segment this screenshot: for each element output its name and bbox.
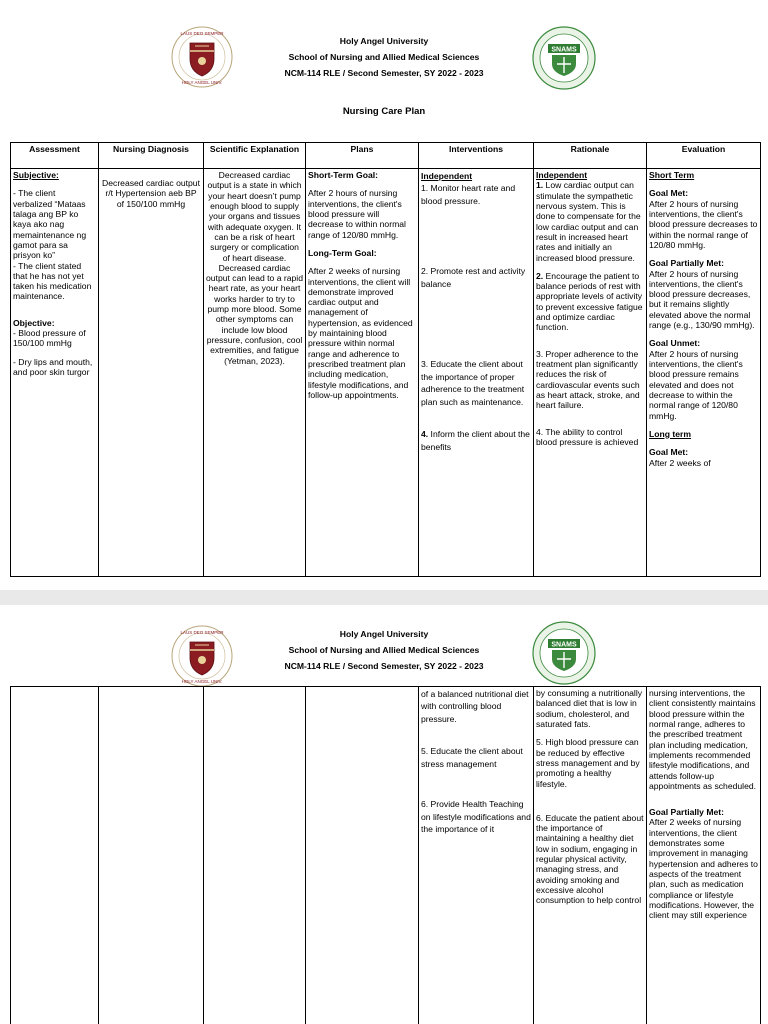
rationale-cell (534, 687, 647, 1024)
nursing-care-plan-table-continued (10, 686, 761, 1024)
table-row (11, 169, 761, 577)
page-header (0, 626, 768, 674)
rationale-item: 4. The ability to control blood pressure is achieved (536, 426, 639, 447)
intervention-item: 5. Educate the client about stress management (421, 746, 523, 769)
goal-met-text: After 2 hours of nursing interventions, the client's blood pressure decreases to within the normal range of 120/80 mmHg. (649, 198, 758, 250)
table-header-row (11, 143, 761, 169)
column-header: Interventions (419, 143, 534, 169)
column-header: Assessment (11, 143, 99, 169)
nursing-care-plan-table (10, 142, 761, 577)
snams-seal-logo (532, 26, 596, 90)
objective-heading: Objective: (13, 317, 55, 328)
column-header: Rationale (534, 143, 647, 169)
explanation-cell (204, 169, 306, 577)
goal-met-heading: Goal Met: (649, 188, 689, 199)
subjective-cue: - The client verbalized “Mataas talaga ang BP ko kaya ako nag memaintenance ng gamot para sa prisyon ko” (13, 188, 87, 261)
university-name: Holy Angel University (339, 629, 429, 639)
rationale-item: 3. Proper adherence to the treatment plan significantly reduces the risk of cardiovascular events such as heart attack, stroke, and heart failure. (536, 348, 640, 411)
assessment-cell (11, 687, 99, 1024)
goal-unmet-heading: Goal Unmet: (649, 338, 701, 349)
svg-text:SNAMS: SNAMS (551, 641, 577, 649)
column-header: Plans (306, 143, 419, 169)
course-line: NCM-114 RLE / Second Semester, SY 2022 - 2023 (284, 68, 484, 78)
intervention-item: 1. Monitor heart rate and blood pressure. (421, 183, 516, 206)
long-term-goal-heading: Long-Term Goal: (308, 247, 377, 258)
explanation-cell (204, 687, 306, 1024)
intervention-item: 3. Educate the client about the importance of proper adherence to the treatment plan such as maintenance. (421, 359, 525, 407)
plans-cell (306, 687, 419, 1024)
goal-partially-met-heading: Goal Partially Met: (649, 807, 724, 818)
goal-partially-met-heading: Goal Partially Met: (649, 258, 724, 269)
short-term-goal-heading: Short-Term Goal: (308, 170, 379, 180)
assessment-cell (11, 169, 99, 577)
course-line: NCM-114 RLE / Second Semester, SY 2022 - 2023 (284, 661, 484, 671)
goal-met-text: nursing interventions, the client consistently maintains blood pressure within the normal range, adheres to the prescribed treatment plan including medication, implements recommended lifestyle modifications, and attends follow-up appointments as scheduled. (649, 688, 757, 791)
subjective-cue: - The client stated that he has not yet taken his medication maintenance. (13, 260, 92, 302)
long-term-evaluation-heading: Long term (649, 428, 692, 439)
intervention-item: 6. Provide Health Teaching on lifestyle modifications and the importance of it (421, 799, 531, 835)
university-name: Holy Angel University (339, 36, 429, 46)
rationale-item: 2. Encourage the patient to balance periods of rest with appropriate levels of activity to prevent excessive fatigue and optimize cardiac function. (536, 270, 643, 333)
nursing-diagnosis: Decreased cardiac output r/t Hypertension aeb BP of 150/100 mmHg (102, 178, 200, 209)
column-header: Evaluation (647, 143, 761, 169)
svg-text:HOLY ANGEL UNIV.: HOLY ANGEL UNIV. (181, 679, 223, 684)
evaluation-cell (647, 169, 761, 577)
snams-seal-logo (532, 621, 596, 685)
short-term-goal: After 2 hours of nursing interventions, the client's blood pressure will decrease to within normal range of 120/80 mmHg. (308, 188, 406, 240)
page-header (0, 33, 768, 81)
rationale-cell (534, 169, 647, 577)
interventions-heading: Independent (421, 171, 473, 181)
goal-partially-met-text: After 2 weeks of nursing interventions, the client demonstrates some improvement in managing hypertension and adheres to aspects of the treatment plan, such as medication compliance or lifestyle modifications. However, the client may still experience (649, 817, 758, 921)
svg-text:HOLY ANGEL UNIV.: HOLY ANGEL UNIV. (181, 80, 223, 85)
intervention-item: 4. Inform the client about the benefits (421, 429, 530, 452)
short-term-evaluation-heading: Short Term (649, 170, 695, 180)
intervention-item: of a balanced nutritional diet with controlling blood pressure. (421, 689, 529, 724)
diagnosis-cell (99, 687, 204, 1024)
diagnosis-cell (99, 169, 204, 577)
objective-cue: - Dry lips and mouth, and poor skin turgor (13, 356, 93, 377)
table-row (11, 687, 761, 1024)
interventions-cell (419, 687, 534, 1024)
rationale-item: by consuming a nutritionally balanced diet that is low in sodium, cholesterol, and saturated fats. (536, 688, 643, 729)
subjective-heading: Subjective: (13, 170, 59, 180)
rationale-item: 6. Educate the patient about the importance of maintaining a healthy diet low in sodium, engaging in regular physical activity, managing stress, and avoiding smoking and excessive alcohol consumption to help control (536, 812, 644, 906)
svg-text:SNAMS: SNAMS (551, 46, 577, 54)
interventions-cell (419, 169, 534, 577)
goal-met-text: After 2 weeks of (649, 457, 711, 468)
evaluation-cell (647, 687, 761, 1024)
goal-partially-met-text: After 2 hours of nursing interventions, the client's blood pressure decreases, but it remains slightly elevated above the normal range (e.g., 130/90 mmHg). (649, 268, 755, 331)
rationale-item: 5. High blood pressure can be reduced by effective stress management and by promoting a healthy lifestyle. (536, 737, 640, 789)
plans-cell (306, 169, 419, 577)
column-header: Scientific Explanation (204, 143, 306, 169)
rationale-heading: Independent (536, 170, 588, 180)
goal-met-heading: Goal Met: (649, 447, 689, 458)
scientific-explanation: Decreased cardiac output is a state in which your heart doesn’t pump enough blood to supply your organs and tissues with adequate oxygen. It can be a risk of heart surgery or complication of heart disease. Decreased cardiac output can lead to a rapid heart rate, as your heart works harder to try to pump more blood. Some other symptoms can include low blood pressure, confusion, cool extremities, and fatigue (Yetman, 2023). (206, 170, 303, 366)
svg-text:LAUS DEO SEMPER: LAUS DEO SEMPER (180, 31, 224, 36)
school-name: School of Nursing and Allied Medical Sciences (288, 52, 480, 62)
document-title: Nursing Care Plan (342, 106, 426, 117)
objective-cue: - Blood pressure of 150/100 mmHg (13, 328, 86, 349)
school-name: School of Nursing and Allied Medical Sciences (288, 645, 480, 655)
document-page-2 (0, 605, 768, 1024)
column-header: Nursing Diagnosis (99, 143, 204, 169)
rationale-item: 1. Low cardiac output can stimulate the sympathetic nervous system. This is done to compensate for the low cardiac output and can result in increased heart rates and initially an increased blood pressure. (536, 180, 641, 263)
intervention-item: 2. Promote rest and activity balance (421, 266, 526, 289)
long-term-goal: After 2 weeks of nursing interventions, the client will demonstrate improved cardiac output and management of hypertension, as evidenced by maintaining blood pressure within normal range and adherence to prescribed treatment plan including medication, lifestyle modifications, and follow-up appointments. (308, 266, 413, 400)
goal-unmet-text: After 2 hours of nursing interventions, the client's blood pressure remains elevated and does not decrease to within the normal range of 120/80 mmHg. (649, 348, 743, 421)
svg-text:LAUS DEO SEMPER: LAUS DEO SEMPER (180, 630, 224, 635)
